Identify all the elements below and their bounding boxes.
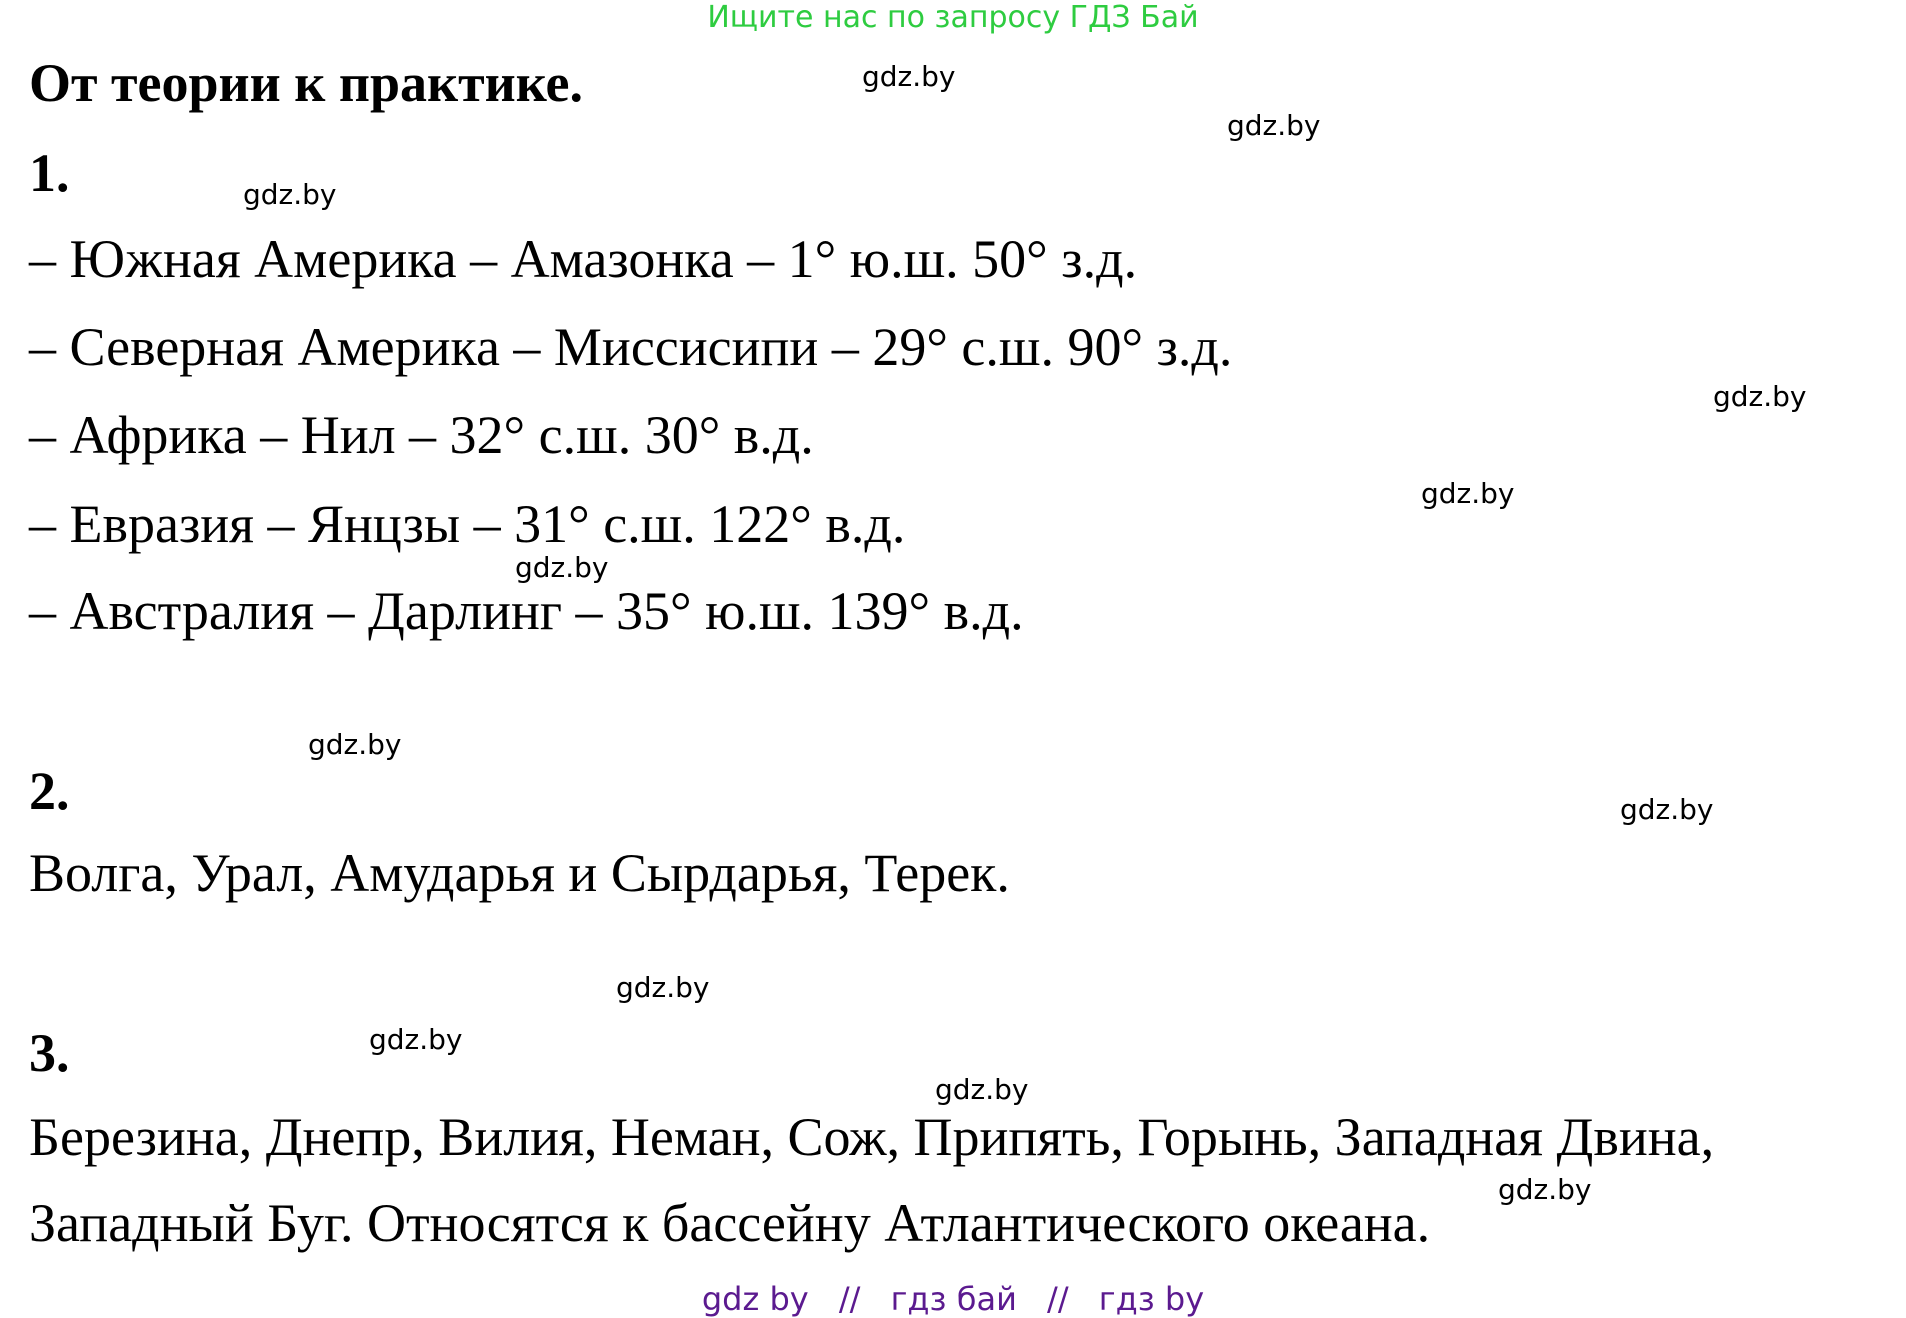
footer-link-gdz-bai[interactable]: гдз бай (890, 1280, 1017, 1318)
watermark: gdz.by (1620, 793, 1714, 826)
footer-separator: // (838, 1280, 861, 1318)
watermark: gdz.by (1498, 1173, 1592, 1206)
watermark: gdz.by (369, 1023, 463, 1056)
watermark: gdz.by (1421, 477, 1515, 510)
task-2-text: Волга, Урал, Амударья и Сырдарья, Терек. (29, 843, 1010, 903)
page-title: От теории к практике. (29, 53, 584, 113)
task-1-line-2: – Северная Америка – Миссисипи – 29° с.ш. 90° з.д. (29, 317, 1233, 377)
task-1-line-5: – Австралия – Дарлинг – 35° ю.ш. 139° в.д. (29, 581, 1024, 641)
watermark: gdz.by (1227, 109, 1321, 142)
task-1-line-1: – Южная Америка – Амазонка – 1° ю.ш. 50° з.д. (29, 229, 1138, 289)
footer-link-gdz-by-2[interactable]: гдз by (1098, 1280, 1205, 1318)
task-1-line-4: – Евразия – Янцзы – 31° с.ш. 122° в.д. (29, 494, 906, 554)
watermark: gdz.by (308, 728, 402, 761)
footer-separator: // (1047, 1280, 1069, 1318)
watermark: gdz.by (1713, 380, 1807, 413)
watermark: gdz.by (243, 178, 337, 211)
task-1-number: 1. (29, 143, 70, 203)
footer-link-gdz-by[interactable]: gdz by (701, 1280, 809, 1318)
search-prompt-link[interactable]: Ищите нас по запросу ГДЗ Бай (707, 0, 1199, 35)
watermark: gdz.by (935, 1073, 1029, 1106)
task-1-line-3: – Африка – Нил – 32° с.ш. 30° в.д. (29, 405, 814, 465)
task-3-line-2: Западный Буг. Относятся к бассейну Атлантического океана. (29, 1193, 1431, 1253)
task-3-line-1: Березина, Днепр, Вилия, Неман, Сож, Припять, Горынь, Западная Двина, (29, 1107, 1715, 1167)
watermark: gdz.by (515, 551, 609, 584)
task-3-number: 3. (29, 1023, 70, 1083)
task-2-number: 2. (29, 761, 70, 821)
watermark: gdz.by (616, 971, 710, 1004)
footer-links (0, 1280, 1906, 1318)
watermark: gdz.by (862, 60, 956, 93)
